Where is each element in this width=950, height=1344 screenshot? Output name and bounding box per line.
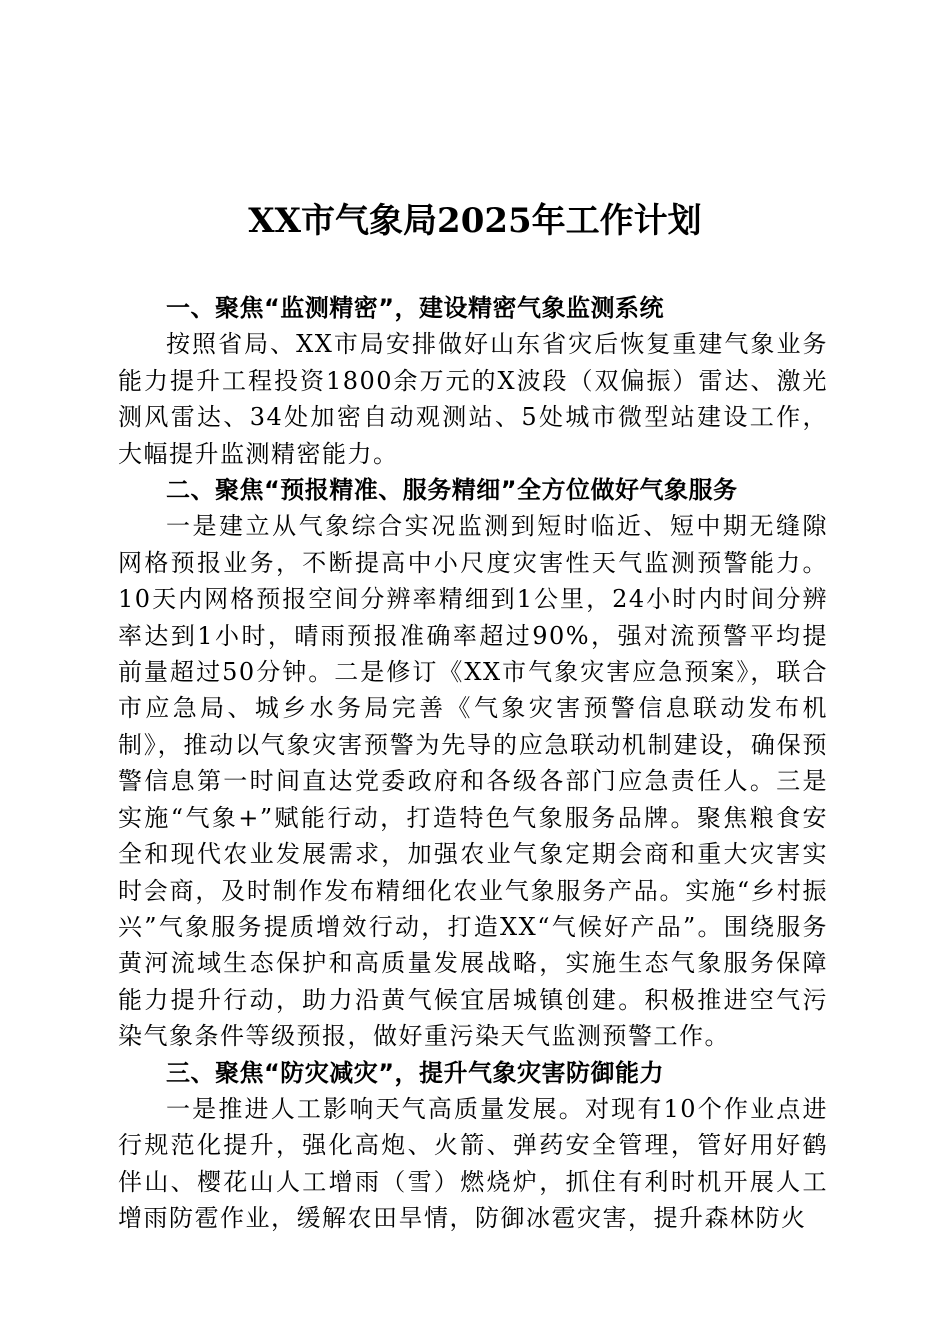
section-paragraph-1: 按照省局、XX市局安排做好山东省灾后恢复重建气象业务能力提升工程投资1800余万元的X波段（双偏振）雷达、激光测风雷达、34处加密自动观测站、5处城市微型站建设工作，大幅提升监测精密能力。 xyxy=(118,330,828,468)
section-heading-3: 三、聚焦“防灾减灾”，提升气象灾害防御能力 xyxy=(166,1058,665,1087)
section-paragraph-2: 一是建立从气象综合实况监测到短时临近、短中期无缝隙网格预报业务，不断提高中小尺度灾害性天气监测预警能力。10天内网格预报空间分辨率精细到1公里，24小时内时间分辨率达到1小时，晴雨预报准确率超过90%，强对流预警平均提前量超过50分钟。二是修订《XX市气象灾害应急预案》，联合市应急局、城乡水务局完善《气象灾害预警信息联动发布机制》，推动以气象灾害预警为先导的应急联动机制建设，确保预警信息第一时间直达党委政府和各级各部门应急责任人。三是实施“气象+”赋能行动，打造特色气象服务品牌。聚焦粮食安全和现代农业发展需求，加强农业气象定期会商和重大灾害实时会商，及时制作发布精细化农业气象服务产品。实施“乡村振兴”气象服务提质增效行动，打造XX“气候好产品”。围绕服务黄河流域生态保护和高质量发展战略，实施生态气象服务保障能力提升行动，助力沿黄气候宜居城镇创建。积极推进空气污染气象条件等级预报，做好重污染天气监测预警工作。 xyxy=(118,512,828,1051)
section-heading-1: 一、聚焦“监测精密”，建设精密气象监测系统 xyxy=(166,294,665,322)
document-body xyxy=(118,290,828,1237)
section-paragraph-3: 一是推进人工影响天气高质量发展。对现有10个作业点进行规范化提升，强化高炮、火箭、弹药安全管理，管好用好鹤伴山、樱花山人工增雨（雪）燃烧炉，抓住有利时机开展人工增雨防雹作业，缓解农田旱情，防御冰雹灾害，提升森林防火 xyxy=(118,1094,828,1233)
document-title: XX市气象局2025年工作计划 xyxy=(248,201,702,241)
section-heading-2: 二、聚焦“预报精准、服务精细”全方位做好气象服务 xyxy=(166,476,738,505)
